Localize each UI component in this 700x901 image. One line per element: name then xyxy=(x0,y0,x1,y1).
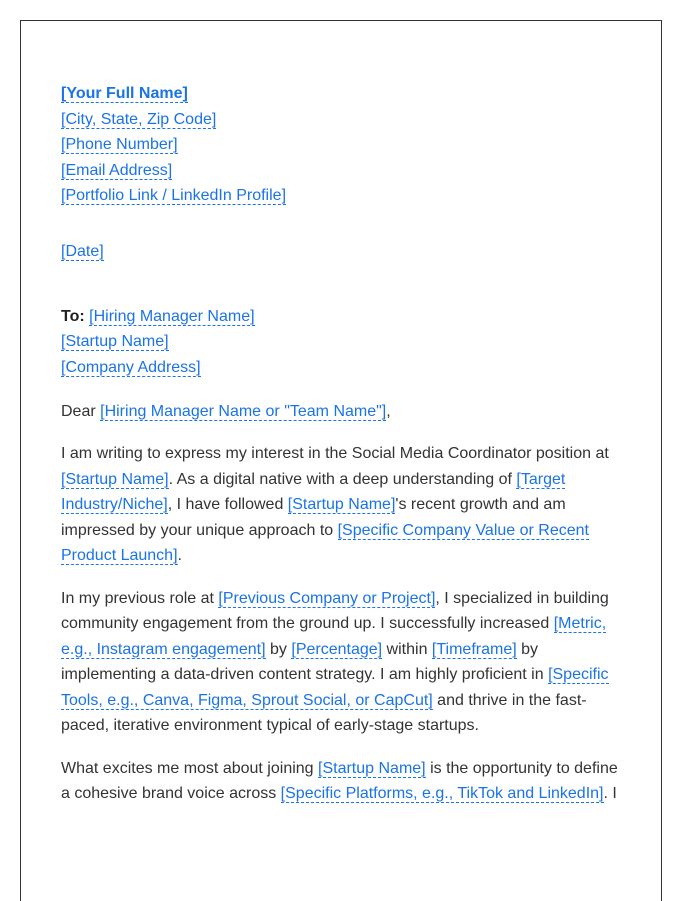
recipient-startup-placeholder[interactable]: [Startup Name] xyxy=(61,333,169,350)
para2-metric-placeholder[interactable]: [Metric, e.g., Instagram engagement] xyxy=(61,615,607,658)
sender-email-placeholder[interactable]: [Email Address] xyxy=(61,161,173,179)
para2-text: and thrive in the fast-paced, iterative environment typical of early-stage startups. xyxy=(61,691,587,734)
letter-page xyxy=(20,20,662,901)
salutation xyxy=(61,399,631,424)
sender-full-name-placeholder[interactable]: [Your Full Name] xyxy=(61,85,188,102)
salutation-name-placeholder[interactable]: [Hiring Manager Name or "Team Name"] xyxy=(100,403,387,420)
recipient-block xyxy=(61,304,631,381)
sender-block xyxy=(61,81,631,209)
para3-text: . I xyxy=(603,785,617,802)
para2-tools-placeholder[interactable]: [Specific Tools, e.g., Canva, Figma, Sprout Social, or CapCut] xyxy=(61,666,609,709)
para1-text: . xyxy=(177,547,182,564)
para1-text: 's recent growth and am impressed by your unique approach to xyxy=(61,496,566,539)
para1-industry-placeholder[interactable]: [Target Industry/Niche] xyxy=(61,470,566,513)
para2-text: by xyxy=(265,640,292,658)
recipient-address-placeholder[interactable]: [Company Address] xyxy=(61,358,201,376)
para1-company-value-placeholder[interactable]: [Specific Company Value or Recent Product Launch] xyxy=(61,521,589,564)
para2-text: , I specialized in building community engagement from the ground up. I successfully increased xyxy=(61,589,609,632)
body-paragraph-1 xyxy=(61,441,631,569)
para2-percentage-placeholder[interactable]: [Percentage] xyxy=(291,640,383,658)
date-block xyxy=(61,239,631,264)
sender-city-state-zip-placeholder[interactable]: [City, State, Zip Code] xyxy=(61,110,217,128)
para1-text: I am writing to express my interest in the Social Media Coordinator position at xyxy=(61,445,609,462)
para2-timeframe-placeholder[interactable]: [Timeframe] xyxy=(431,640,517,658)
letter-content xyxy=(61,81,631,807)
salutation-punct: , xyxy=(386,403,391,420)
para2-text: In my previous role at xyxy=(61,589,219,607)
para2-text: by implementing a data-driven content strategy. I am highly proficient in xyxy=(61,640,549,683)
salutation-dear: Dear xyxy=(61,403,101,420)
sender-phone-placeholder[interactable]: [Phone Number] xyxy=(61,136,178,153)
para3-startup-placeholder[interactable]: [Startup Name] xyxy=(318,759,426,777)
para2-previous-company-placeholder[interactable]: [Previous Company or Project] xyxy=(218,589,436,607)
to-label: To: xyxy=(61,307,85,325)
date-placeholder[interactable]: [Date] xyxy=(61,242,104,260)
para3-text: is the opportunity to define a cohesive brand voice across xyxy=(61,759,618,802)
sender-portfolio-placeholder[interactable]: [Portfolio Link / LinkedIn Profile] xyxy=(61,187,287,204)
body-paragraph-2 xyxy=(61,586,631,739)
para3-platforms-placeholder[interactable]: [Specific Platforms, e.g., TikTok and LinkedIn] xyxy=(280,785,604,802)
recipient-hiring-manager-placeholder[interactable]: [Hiring Manager Name] xyxy=(89,307,255,325)
para3-text: What excites me most about joining xyxy=(61,759,319,777)
body-paragraph-3 xyxy=(61,756,631,807)
para1-text: , I have followed xyxy=(167,496,288,513)
para1-startup-placeholder[interactable]: [Startup Name] xyxy=(61,470,169,488)
para1-text: . As a digital native with a deep understanding of xyxy=(168,470,517,488)
para2-text: within xyxy=(382,640,432,658)
para1-startup-placeholder[interactable]: [Startup Name] xyxy=(287,496,396,513)
